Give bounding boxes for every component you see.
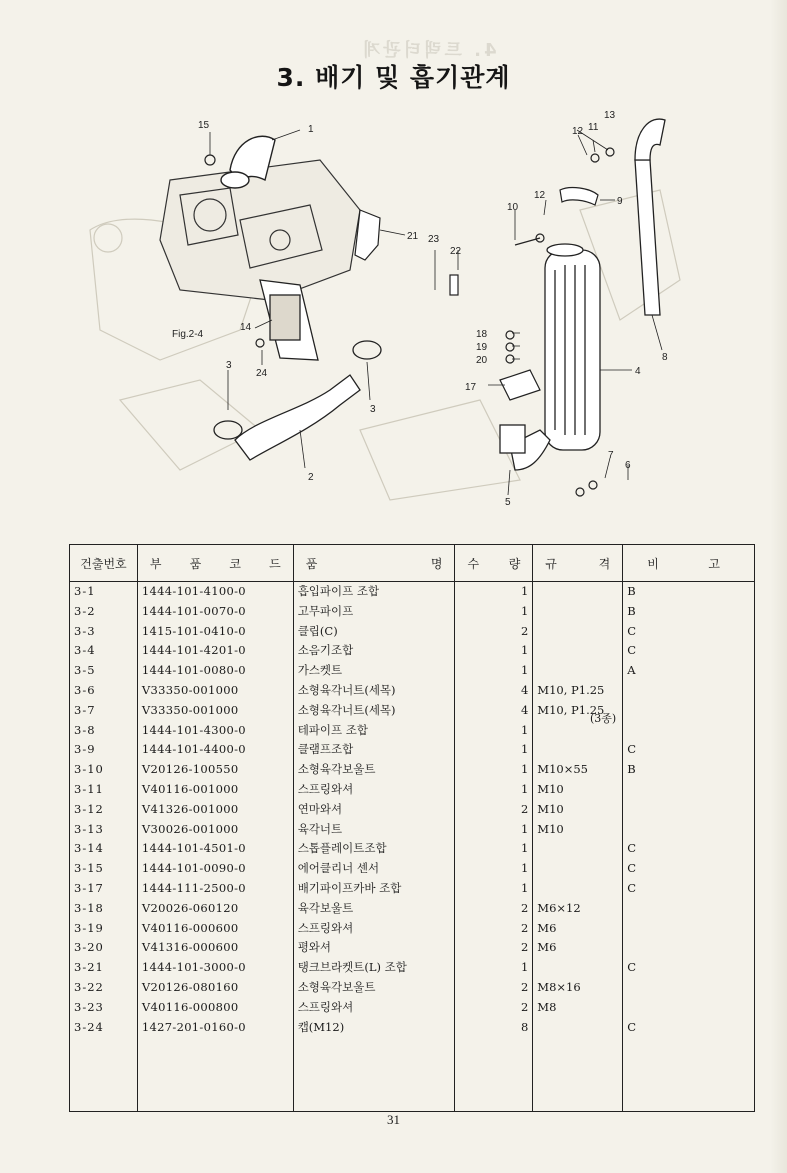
- cell-spec: [533, 859, 623, 879]
- cell-remark: [623, 681, 755, 701]
- cell-name: 스프링와셔: [293, 780, 455, 800]
- cell-num: 3-5: [70, 661, 138, 681]
- cell-qty: 2: [455, 622, 533, 642]
- cell-name: 소음기조합: [293, 641, 455, 661]
- cell-num: 3-11: [70, 780, 138, 800]
- cell-code: 1444-101-0080-0: [137, 661, 293, 681]
- cell-qty: 4: [455, 701, 533, 721]
- table-row: [70, 602, 755, 622]
- callout-23: 23: [428, 234, 440, 245]
- cell-code: V30026-001000: [137, 820, 293, 840]
- cell-remark: C: [623, 740, 755, 760]
- cell-name: 연마와셔: [293, 800, 455, 820]
- table-row: [70, 1018, 755, 1038]
- header-remark: 비 고: [623, 545, 755, 582]
- cell-name: 스톱플레이트조합: [293, 839, 455, 859]
- cell-code: V33350-001000: [137, 681, 293, 701]
- table-row: [70, 978, 755, 998]
- cell-num: 3-12: [70, 800, 138, 820]
- cell-spec: [533, 661, 623, 681]
- table-row: [70, 780, 755, 800]
- cell-spec: [533, 582, 623, 602]
- page-edge-shadow: [770, 0, 787, 1173]
- cell-spec: [533, 879, 623, 899]
- cell-qty: 1: [455, 879, 533, 899]
- callout-9: 9: [617, 196, 623, 207]
- cell-remark: [623, 820, 755, 840]
- cell-spec: [533, 740, 623, 760]
- cell-qty: 2: [455, 978, 533, 998]
- table-row: [70, 859, 755, 879]
- callout-11: 11: [588, 122, 599, 133]
- cell-code: 1444-101-0070-0: [137, 602, 293, 622]
- header-qty: 수 량: [455, 545, 533, 582]
- cell-qty: 2: [455, 800, 533, 820]
- cell-remark: [623, 800, 755, 820]
- table-row: [70, 820, 755, 840]
- cell-spec: M10, P1.25 (3종): [533, 701, 623, 721]
- callout-3b: 3: [370, 404, 376, 415]
- cell-remark: [623, 978, 755, 998]
- cell-code: V41316-000600: [137, 938, 293, 958]
- callout-3a: 3: [226, 360, 232, 371]
- table-row: [70, 800, 755, 820]
- cell-name: 클램프조합: [293, 740, 455, 760]
- table-row: [70, 681, 755, 701]
- cell-name: 스프링와셔: [293, 998, 455, 1018]
- cell-qty: 1: [455, 820, 533, 840]
- cell-num: 3-9: [70, 740, 138, 760]
- header-num: 건출번호: [70, 545, 138, 582]
- cell-num: 3-22: [70, 978, 138, 998]
- cell-num: 3-6: [70, 681, 138, 701]
- cell-qty: 2: [455, 938, 533, 958]
- cell-code: 1427-201-0160-0: [137, 1018, 293, 1038]
- callout-7: 7: [608, 450, 614, 461]
- cell-code: 1444-101-4100-0: [137, 582, 293, 602]
- cell-num: 3-19: [70, 919, 138, 939]
- cell-remark: [623, 899, 755, 919]
- cell-spec: [533, 622, 623, 642]
- cell-name: 육각너트: [293, 820, 455, 840]
- table-row: [70, 721, 755, 741]
- table-row: [70, 701, 755, 721]
- cell-remark: [623, 938, 755, 958]
- callout-1: 1: [308, 124, 314, 135]
- cell-num: 3-20: [70, 938, 138, 958]
- table-row: [70, 998, 755, 1018]
- table-row: [70, 899, 755, 919]
- cell-code: V33350-001000: [137, 701, 293, 721]
- cell-name: 소형육각너트(세목): [293, 681, 455, 701]
- stop-plate-shape: [260, 280, 318, 360]
- callout-4: 4: [635, 366, 641, 377]
- cell-remark: [623, 998, 755, 1018]
- engine-block-outline: [160, 160, 360, 300]
- cell-remark: B: [623, 582, 755, 602]
- cell-qty: 4: [455, 681, 533, 701]
- page-number: 31: [387, 1112, 400, 1127]
- cell-spec: [533, 641, 623, 661]
- cell-qty: 1: [455, 661, 533, 681]
- table-row: [70, 622, 755, 642]
- header-code: 부 품 코 드: [137, 545, 293, 582]
- parts-table: [69, 544, 755, 1112]
- cell-name: 탱크브라켓트(L) 조합: [293, 958, 455, 978]
- cell-name: 평와셔: [293, 938, 455, 958]
- cell-remark: B: [623, 602, 755, 622]
- rubber-hose-shape: [235, 375, 360, 460]
- callout-21: 21: [407, 231, 419, 242]
- cell-remark: C: [623, 839, 755, 859]
- cell-name: 에어클리너 센서: [293, 859, 455, 879]
- table-row: [70, 879, 755, 899]
- cell-remark: C: [623, 1018, 755, 1038]
- cell-name: 가스켓트: [293, 661, 455, 681]
- cell-num: 3-14: [70, 839, 138, 859]
- cell-name: 스프링와셔: [293, 919, 455, 939]
- cell-code: V20026-060120: [137, 899, 293, 919]
- empty-cell: [455, 1037, 533, 1111]
- header-name: 품 명: [293, 545, 455, 582]
- cell-code: 1444-101-4201-0: [137, 641, 293, 661]
- cell-remark: C: [623, 622, 755, 642]
- cell-qty: 1: [455, 721, 533, 741]
- table-row: [70, 641, 755, 661]
- table-row: [70, 958, 755, 978]
- empty-cell: [293, 1037, 455, 1111]
- callout-10: 10: [507, 202, 519, 213]
- table-row: [70, 919, 755, 939]
- cell-spec: [533, 958, 623, 978]
- callout-12b: 12: [534, 190, 546, 201]
- muffler-shape: [500, 244, 600, 470]
- cell-spec: M10: [533, 780, 623, 800]
- cell-code: V20126-080160: [137, 978, 293, 998]
- cell-num: 3-17: [70, 879, 138, 899]
- header-spec: 규 격: [533, 545, 623, 582]
- table-row: [70, 661, 755, 681]
- cell-qty: 1: [455, 780, 533, 800]
- cell-name: 소형육각보울트: [293, 760, 455, 780]
- cell-spec: [533, 1018, 623, 1038]
- callout-12a: 12: [572, 126, 584, 137]
- cell-qty: 1: [455, 760, 533, 780]
- cell-num: 3-7: [70, 701, 138, 721]
- cell-spec: [533, 602, 623, 622]
- empty-cell: [70, 1037, 138, 1111]
- cell-remark: [623, 780, 755, 800]
- callout-22: 22: [450, 246, 462, 257]
- cell-name: 흡입파이프 조합: [293, 582, 455, 602]
- cell-code: 1415-101-0410-0: [137, 622, 293, 642]
- table-row: [70, 740, 755, 760]
- callout-8: 8: [662, 352, 668, 363]
- cell-name: 캡(M12): [293, 1018, 455, 1038]
- cell-num: 3-3: [70, 622, 138, 642]
- table-row: [70, 839, 755, 859]
- callout-14: 14: [240, 322, 252, 333]
- cell-spec: [533, 721, 623, 741]
- cell-num: 3-8: [70, 721, 138, 741]
- cell-num: 3-4: [70, 641, 138, 661]
- exploded-parts-diagram: [60, 100, 700, 520]
- cell-spec: M10: [533, 820, 623, 840]
- cell-spec: M6×12: [533, 899, 623, 919]
- callout-5: 5: [505, 497, 511, 508]
- cell-spec: M6: [533, 938, 623, 958]
- cell-qty: 1: [455, 958, 533, 978]
- cell-name: 소형육각너트(세목): [293, 701, 455, 721]
- cell-qty: 1: [455, 740, 533, 760]
- cell-remark: C: [623, 641, 755, 661]
- callout-15: 15: [198, 120, 210, 131]
- cell-spec: M10×55: [533, 760, 623, 780]
- cell-spec: M8: [533, 998, 623, 1018]
- table-filler-row: [70, 1037, 755, 1111]
- cell-num: 3-18: [70, 899, 138, 919]
- cell-name: 육각보울트: [293, 899, 455, 919]
- cell-num: 3-24: [70, 1018, 138, 1038]
- cell-name: 테파이프 조합: [293, 721, 455, 741]
- bleed-through-title: 4. 트랙터관계: [360, 40, 497, 61]
- cell-code: V20126-100550: [137, 760, 293, 780]
- table-row: [70, 938, 755, 958]
- table-row: [70, 760, 755, 780]
- empty-cell: [137, 1037, 293, 1111]
- cell-qty: 1: [455, 582, 533, 602]
- cell-remark: C: [623, 879, 755, 899]
- cell-name: 소형육각보울트: [293, 978, 455, 998]
- cell-name: 클립(C): [293, 622, 455, 642]
- cell-num: 3-13: [70, 820, 138, 840]
- cell-remark: C: [623, 859, 755, 879]
- cell-name: 배기파이프카바 조합: [293, 879, 455, 899]
- cell-code: 1444-101-0090-0: [137, 859, 293, 879]
- cell-qty: 2: [455, 998, 533, 1018]
- cell-code: 1444-101-4501-0: [137, 839, 293, 859]
- cell-code: 1444-111-2500-0: [137, 879, 293, 899]
- callout-19: 19: [476, 342, 488, 353]
- cell-remark: B: [623, 760, 755, 780]
- page-title: 3. 배기 및 흡기관계: [276, 63, 511, 92]
- cell-code: 1444-101-3000-0: [137, 958, 293, 978]
- cell-num: 3-15: [70, 859, 138, 879]
- cell-qty: 1: [455, 839, 533, 859]
- cell-code: 1444-101-4400-0: [137, 740, 293, 760]
- cell-remark: [623, 701, 755, 721]
- cell-num: 3-10: [70, 760, 138, 780]
- callout-20: 20: [476, 355, 488, 366]
- cell-num: 3-2: [70, 602, 138, 622]
- callout-2: 2: [308, 472, 314, 483]
- cell-qty: 1: [455, 859, 533, 879]
- cell-num: 3-23: [70, 998, 138, 1018]
- cell-code: V40116-000800: [137, 998, 293, 1018]
- spec-note: (3종): [590, 711, 617, 725]
- fig-label: Fig.2-4: [172, 329, 204, 340]
- cell-remark: A: [623, 661, 755, 681]
- table-row: [70, 582, 755, 602]
- callout-13: 13: [604, 110, 616, 121]
- cell-num: 3-21: [70, 958, 138, 978]
- cell-code: V41326-001000: [137, 800, 293, 820]
- callout-17: 17: [465, 382, 477, 393]
- cell-spec: M10: [533, 800, 623, 820]
- cell-spec: M10, P1.25: [533, 681, 623, 701]
- cell-spec: M8×16: [533, 978, 623, 998]
- cell-num: 3-1: [70, 582, 138, 602]
- callout-18: 18: [476, 329, 488, 340]
- cell-code: V40116-000600: [137, 919, 293, 939]
- cell-spec: M6: [533, 919, 623, 939]
- cell-qty: 1: [455, 641, 533, 661]
- callout-24: 24: [256, 368, 268, 379]
- cell-remark: [623, 721, 755, 741]
- cell-code: V40116-001000: [137, 780, 293, 800]
- cell-remark: [623, 919, 755, 939]
- cell-qty: 2: [455, 919, 533, 939]
- empty-cell: [623, 1037, 755, 1111]
- cell-qty: 1: [455, 602, 533, 622]
- callout-6: 6: [625, 460, 631, 471]
- tail-pipe-shape: [635, 119, 665, 315]
- cell-qty: 8: [455, 1018, 533, 1038]
- cell-code: 1444-101-4300-0: [137, 721, 293, 741]
- table-header-row: [70, 545, 755, 582]
- cell-qty: 2: [455, 899, 533, 919]
- cell-remark: C: [623, 958, 755, 978]
- cell-name: 고무파이프: [293, 602, 455, 622]
- empty-cell: [533, 1037, 623, 1111]
- cell-spec: [533, 839, 623, 859]
